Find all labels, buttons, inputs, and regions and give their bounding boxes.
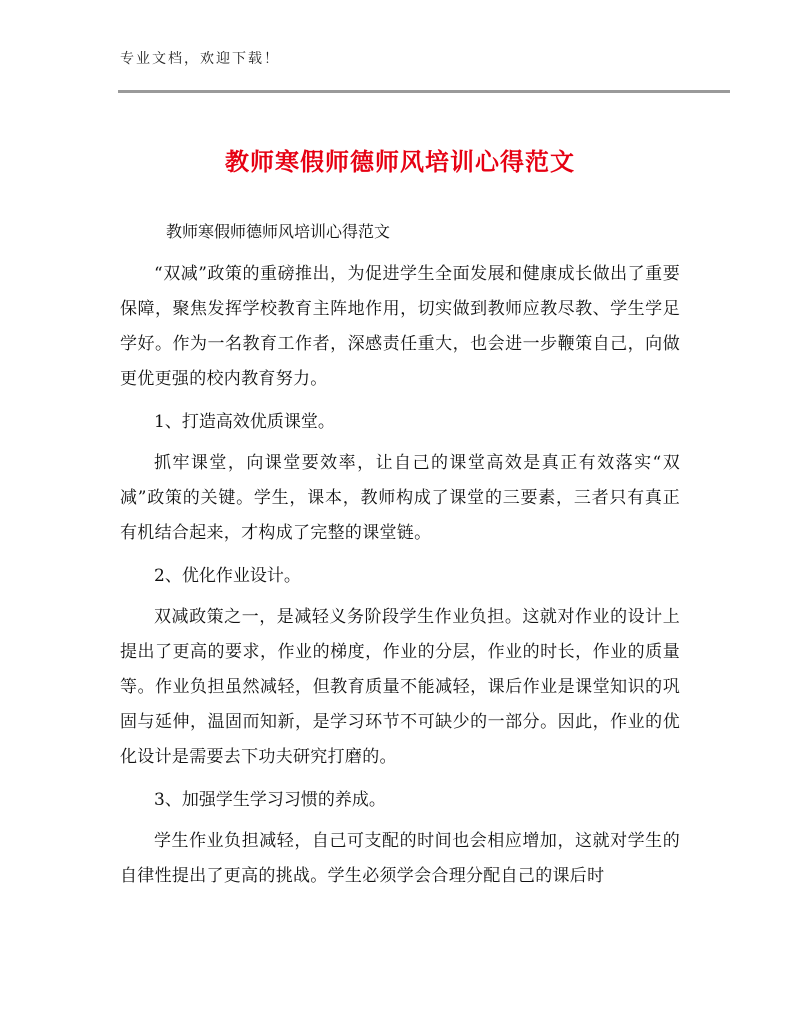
intro-paragraph: “双减”政策的重磅推出，为促进学生全面发展和健康成长做出了重要保障，聚焦发挥学校教育主阵地作用，切实做到教师应教尽教、学生学足学好。作为一名教育工作者，深感责任重大，也会进一步鞭策自己，向做更优更强的校内教育努力。 bbox=[120, 264, 680, 389]
document-title: 教师寒假师德师风培训心得范文 bbox=[225, 148, 575, 176]
section-3-paragraph: 学生作业负担减轻，自己可支配的时间也会相应增加，这就对学生的自律性提出了更高的挑战。学生必须学会合理分配自己的课后时 bbox=[120, 831, 680, 886]
page-header-text: 专业文档，欢迎下载！ bbox=[120, 51, 280, 67]
section-1-paragraph: 抓牢课堂，向课堂要效率，让自己的课堂高效是真正有效落实“双减”政策的关键。学生，课本，教师构成了课堂的三要素，三者只有真正有机结合起来，才构成了完整的课堂链。 bbox=[120, 453, 680, 543]
section-1-heading: 1、打造高效优质课堂。 bbox=[154, 412, 335, 432]
header-divider bbox=[118, 90, 730, 93]
section-2-heading: 2、优化作业设计。 bbox=[154, 566, 301, 586]
section-2-paragraph: 双减政策之一，是减轻义务阶段学生作业负担。这就对作业的设计上提出了更高的要求，作业的梯度，作业的分层，作业的时长，作业的质量等。作业负担虽然减轻，但教育质量不能减轻，课后作业是课堂知识的巩固与延伸，温固而知新，是学习环节不可缺少的一部分。因此，作业的优化设计是需要去下功夫研究打磨的。 bbox=[120, 607, 680, 767]
section-3-heading: 3、加强学生学习习惯的养成。 bbox=[154, 790, 386, 810]
document-body bbox=[120, 219, 680, 894]
document-subtitle: 教师寒假师德师风培训心得范文 bbox=[166, 222, 391, 241]
